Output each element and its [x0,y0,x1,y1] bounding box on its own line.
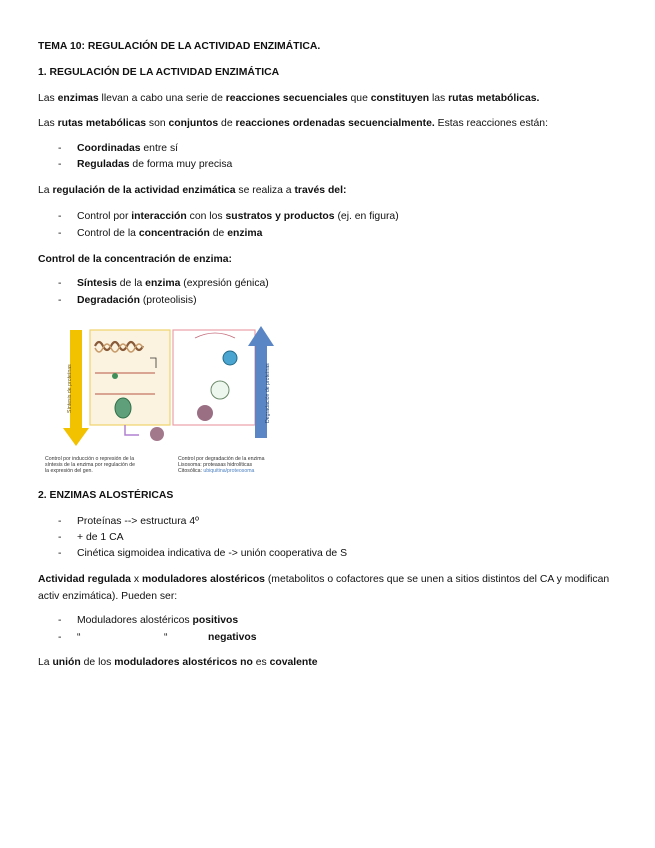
list-item-interaccion [77,210,399,223]
text-run: es [252,657,270,668]
text-run: x [130,574,142,585]
bullet-dash: - [58,548,62,559]
text-run: Estas reacciones están: [434,118,548,129]
text-run: de los [80,657,115,668]
bullet-dash: - [58,516,62,527]
list-item-negativos [77,631,277,644]
bold-text-run: constituyen [370,93,430,104]
subheading-control: Control de la concentración de enzima: [38,254,232,265]
text-run: (proteolisis) [139,295,197,306]
text-run: Moduladores alostéricos [77,615,193,626]
text-run: se realiza a [235,185,295,196]
flow-arrow [125,425,139,435]
ditto-mark: “ [164,632,168,643]
text-run: con los [186,211,226,222]
synthesis-arrow-head [63,428,89,446]
caption-right-line: Lisosoma: proteasas hidrolíticas [178,462,253,469]
text-run: de [218,118,236,129]
bold-text-run: interacción [131,211,187,222]
bullet-dash: - [58,228,62,239]
paragraph-rutas [38,117,548,130]
bold-text-run: enzimas [57,93,99,104]
enzyme-regulation-figure [45,318,295,480]
list-item-reguladas [77,158,232,171]
text-run: (ej. en figura) [334,211,399,222]
bold-text-run: rutas metabólicas [57,118,146,129]
bullet-dash: - [58,615,62,626]
text-run: entre sí [140,143,179,154]
text-run: Las [38,93,58,104]
bullet-dash: - [58,211,62,222]
list-item-ca: + de 1 CA [77,532,124,543]
caption-left [45,456,135,475]
bullet-dash: - [58,143,62,154]
bold-text-run: Actividad regulada [38,574,131,585]
caption-left-line: síntesis de la enzima por regulación de [45,462,135,469]
bullet-dash: - [58,278,62,289]
paragraph-union [38,656,318,669]
bold-text-run: enzima [145,278,181,289]
document-title: TEMA 10: REGULACIÓN DE LA ACTIVIDAD ENZIMÁTICA. [38,41,321,52]
bold-text-run: unión [52,657,81,668]
bold-text-run: moduladores alostéricos no [114,657,253,668]
figure-illustration [45,318,295,453]
section-1-heading: 1. REGULACIÓN DE LA ACTIVIDAD ENZIMÁTICA [38,67,280,78]
bold-text-run: Síntesis [77,278,117,289]
caption-right-line: Citosólica: ubiquitina/proteosoma [178,468,255,475]
bold-text-run: Degradación [77,295,140,306]
section-2-heading: 2. ENZIMAS ALOSTÉRICAS [38,490,174,501]
protein-blob [112,373,118,379]
degradation-arrow-label: Degradación de proteínas [265,363,271,423]
paragraph-enzimas [38,92,539,105]
bold-text-run: través del: [294,185,347,196]
text-run: que [347,93,371,104]
negativos-word: negativos [208,632,257,643]
bold-text-run: enzima [227,228,263,239]
text-run: Las [38,118,58,129]
text-run: las [429,93,449,104]
bold-text-run: regulación de la actividad enzimática [52,185,236,196]
text-run: Control de la [77,228,139,239]
list-item-proteinas: Proteínas --> estructura 4º [77,516,199,527]
bold-text-run: conjuntos [168,118,219,129]
text-run: Control por [77,211,132,222]
enzyme-blob [150,427,164,441]
bullet-dash: - [58,159,62,170]
paragraph-regulacion [38,184,346,197]
list-item-concentracion [77,227,262,240]
text-run: de [209,228,228,239]
caption-left-line: Control por inducción o represión de la [45,456,135,462]
degraded-protein [197,405,213,421]
bullet-dash: - [58,532,62,543]
bold-text-run: sustratos y productos [225,211,335,222]
bold-text-run: covalente [269,657,318,668]
bold-text-run: reacciones ordenadas secuencialmente. [235,118,435,129]
synthesis-arrow-label: Síntesis de proteínas [67,364,73,413]
cytosol-box [173,330,255,425]
caption-right-line: Control por degradación de la enzima [178,456,265,462]
bold-text-run: reacciones secuenciales [225,93,348,104]
ditto-mark: “ [77,632,81,643]
bullet-dash: - [58,632,62,643]
text-run: La [38,185,53,196]
lysosome [211,381,229,399]
caption-right [178,456,265,475]
proteasome [223,351,237,365]
paragraph-actividad-regulada [38,571,628,605]
text-run: de forma muy precisa [129,159,233,170]
list-item-cinetica: Cinética sigmoidea indicativa de -> unión cooperativa de S [77,548,348,559]
bullet-dash: - [58,295,62,306]
list-item-coordinadas [77,142,178,155]
text-run: son [146,118,169,129]
text-run: llevan a cabo una serie de [98,93,226,104]
ribosome [115,398,131,418]
bold-text-run: Reguladas [77,159,130,170]
bold-text-run: rutas metabólicas. [448,93,540,104]
text-run: de la [116,278,146,289]
list-item-degradacion [77,294,197,307]
caption-left-line: la expresión del gen. [45,468,93,475]
list-item-positivos [77,614,238,627]
text-run: (expresión génica) [180,278,269,289]
bold-text-run: moduladores alostéricos [141,574,265,585]
bold-text-run: concentración [138,228,210,239]
text-run: (metabolitos o cofactores que se unen a sitios distintos del CA y modifican activ enzimática). Pueden ser: [38,574,610,602]
bold-text-run: Coordinadas [77,143,141,154]
text-run: La [38,657,53,668]
list-item-sintesis [77,277,269,290]
bold-text-run: positivos [192,615,239,626]
